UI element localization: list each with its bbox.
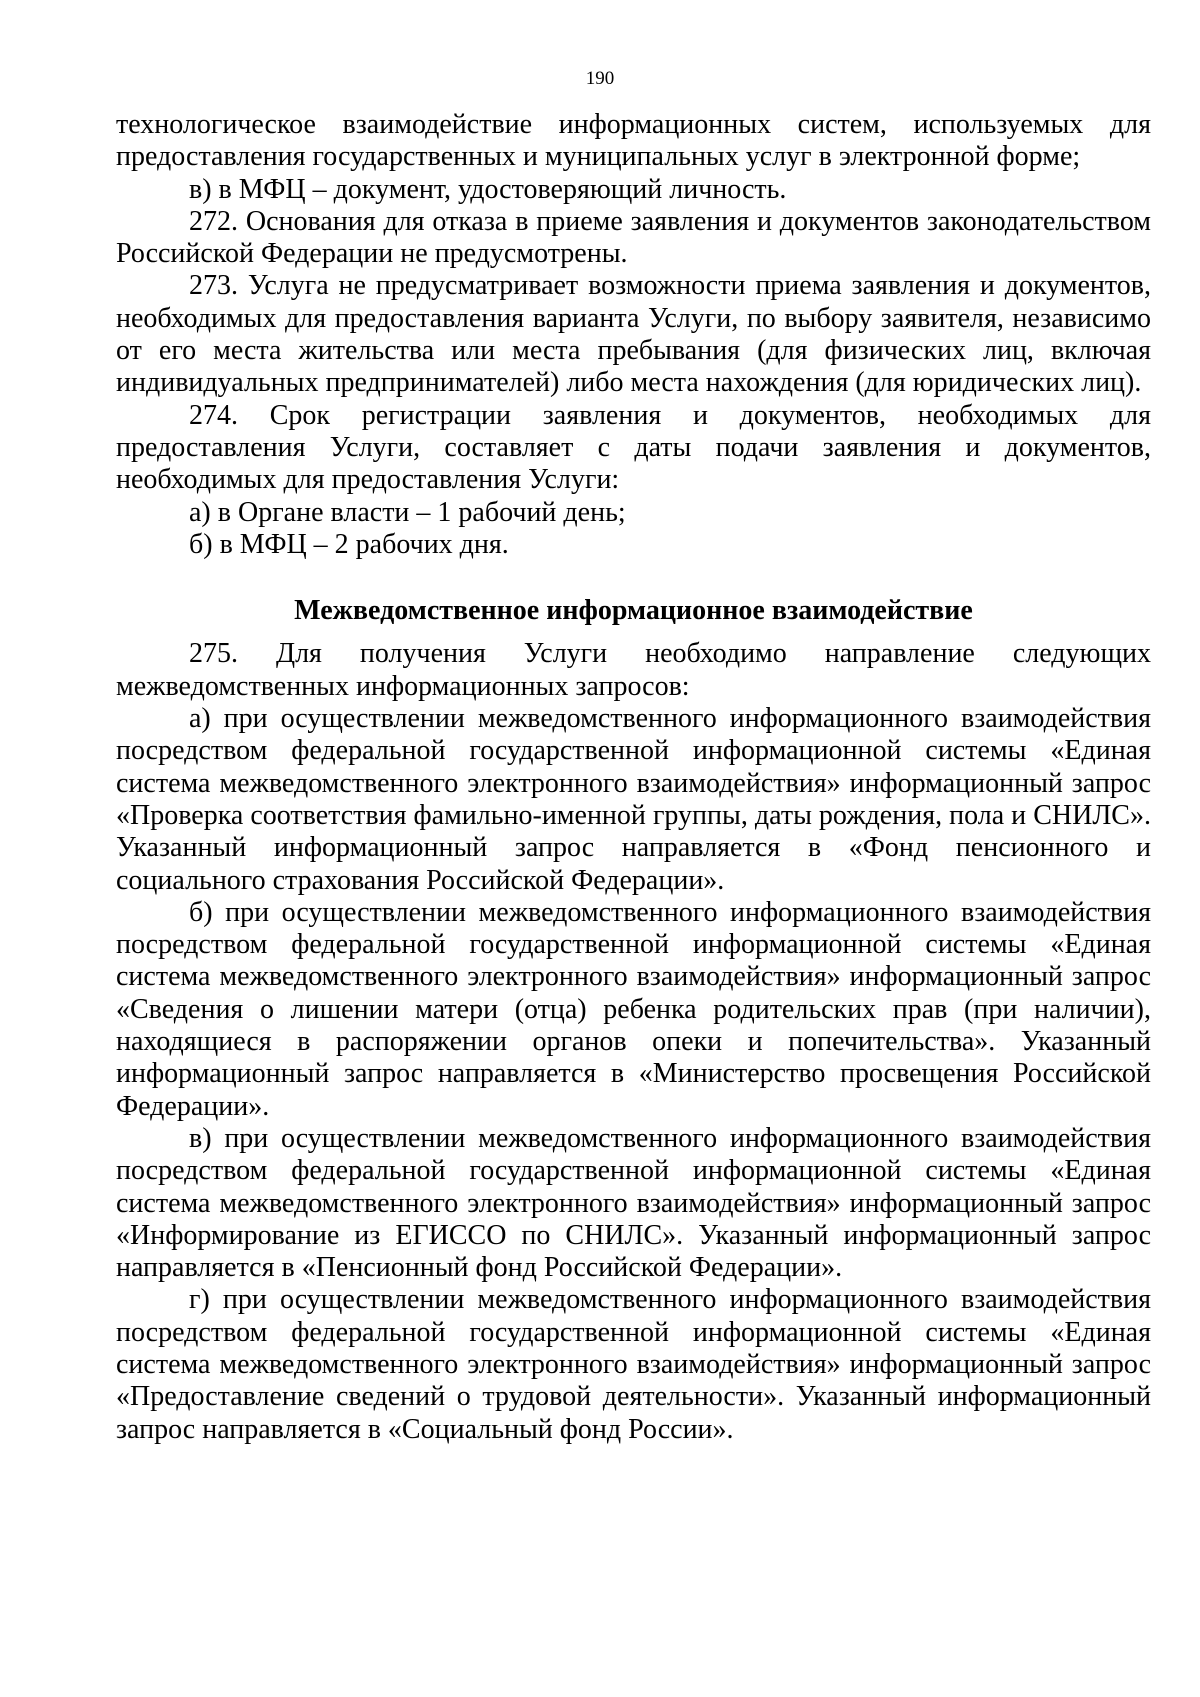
paragraph-275-item-g: г) при осуществлении межведомственного информационного взаимодействия посредством федеральной государственной информационной системы «Единая система межведомственного электронного взаимодействия» информационный запрос «Предоставление сведений о трудовой деятельности». Указанный информационный запрос направляется в «Социальный фонд России». bbox=[116, 1284, 1151, 1445]
paragraph-274-item-a: а) в Органе власти – 1 рабочий день; bbox=[189, 496, 626, 528]
paragraph-275-item-v: в) при осуществлении межведомственного информационного взаимодействия посредством федеральной государственной информационной системы «Единая система межведомственного электронного взаимодействия» информационный запрос «Информирование из ЕГИССО по СНИЛС». Указанный информационный запрос направляется в «Пенсионный фонд Российской Федерации». bbox=[116, 1122, 1151, 1284]
paragraph-274: 274. Срок регистрации заявления и документов, необходимых для предоставления Услуги, составляет с даты подачи заявления и документов, необходимых для предоставления Услуги: bbox=[116, 399, 1151, 496]
paragraph-275-item-a: а) при осуществлении межведомственного информационного взаимодействия посредством федеральной государственной информационной системы «Единая система межведомственного электронного взаимодействия» информационный запрос «Проверка соответствия фамильно-именной группы, даты рождения, пола и СНИЛС». Указанный информационный запрос направляется в «Фонд пенсионного и социального страхования Российской Федерации». bbox=[116, 703, 1151, 896]
page-number: 190 bbox=[585, 68, 615, 89]
paragraph-272: 272. Основания для отказа в приеме заявления и документов законодательством Российской Федерации не предусмотрены. bbox=[116, 205, 1151, 270]
paragraph-275-item-b: б) при осуществлении межведомственного информационного взаимодействия посредством федеральной государственной информационной системы «Единая система межведомственного электронного взаимодействия» информационный запрос «Сведения о лишении матери (отца) ребенка родительских прав (при наличии), находящиеся в распоряжении органов опеки и попечительства». Указанный информационный запрос направляется в «Министерство просвещения Российской Федерации». bbox=[116, 896, 1151, 1122]
paragraph-continuation: технологическое взаимодействие информационных систем, используемых для предоставления государственных и муниципальных услуг в электронной форме; bbox=[116, 109, 1151, 173]
paragraph-274-item-b: б) в МФЦ – 2 рабочих дня. bbox=[189, 528, 509, 560]
paragraph-item-v-mfc-identity: в) в МФЦ – документ, удостоверяющий личность. bbox=[189, 173, 787, 205]
section-heading: Межведомственное информационное взаимодействие bbox=[294, 595, 973, 627]
document-body bbox=[116, 109, 1151, 1446]
paragraph-275: 275. Для получения Услуги необходимо направление следующих межведомственных информационных запросов: bbox=[116, 638, 1151, 702]
paragraph-273: 273. Услуга не предусматривает возможности приема заявления и документов, необходимых для предоставления варианта Услуги, по выбору заявителя, независимо от его места жительства или места пребывания (для физических лиц, включая индивидуальных предпринимателей) либо места нахождения (для юридических лиц). bbox=[116, 270, 1151, 399]
